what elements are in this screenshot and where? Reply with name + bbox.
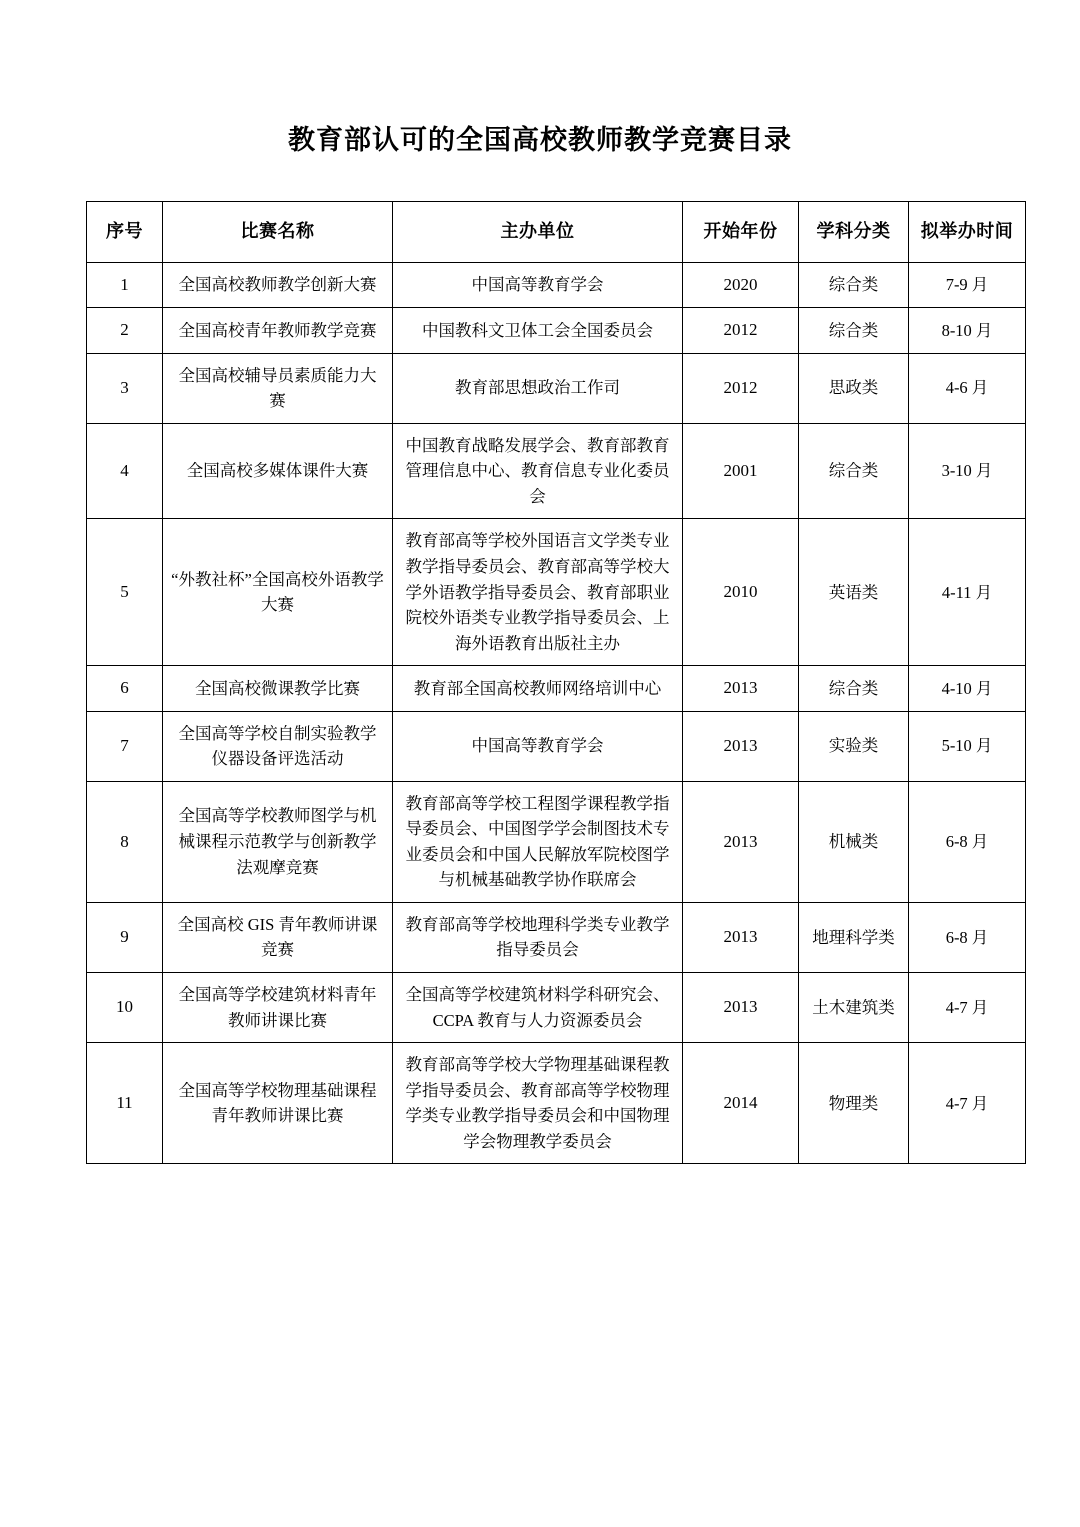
table-container	[86, 201, 1025, 1164]
cell-name: 全国高校辅导员素质能力大赛	[163, 353, 393, 423]
cell-time: 5-10 月	[909, 711, 1026, 781]
cell-org: 全国高等学校建筑材料学科研究会、CCPA 教育与人力资源委员会	[393, 973, 683, 1043]
cell-org: 中国高等教育学会	[393, 711, 683, 781]
column-header-org: 主办单位	[393, 202, 683, 263]
cell-year: 2001	[683, 423, 799, 519]
table-row	[87, 519, 1026, 666]
cell-org: 教育部思想政治工作司	[393, 353, 683, 423]
cell-year: 2013	[683, 711, 799, 781]
column-header-name: 比赛名称	[163, 202, 393, 263]
cell-no: 3	[87, 353, 163, 423]
table-header	[87, 202, 1026, 263]
cell-name: 全国高等学校教师图学与机械课程示范教学与创新教学法观摩竞赛	[163, 781, 393, 902]
cell-org: 中国高等教育学会	[393, 262, 683, 307]
cell-no: 7	[87, 711, 163, 781]
cell-org: 教育部高等学校大学物理基础课程教学指导委员会、教育部高等学校物理学类专业教学指导委员会和中国物理学会物理教学委员会	[393, 1043, 683, 1164]
cell-no: 1	[87, 262, 163, 307]
cell-year: 2013	[683, 781, 799, 902]
cell-year: 2020	[683, 262, 799, 307]
cell-no: 2	[87, 308, 163, 353]
cell-org: 中国教育战略发展学会、教育部教育管理信息中心、教育信息专业化委员会	[393, 423, 683, 519]
table-row	[87, 902, 1026, 972]
cell-org: 教育部全国高校教师网络培训中心	[393, 666, 683, 711]
cell-no: 4	[87, 423, 163, 519]
cell-year: 2013	[683, 973, 799, 1043]
cell-name: “外教社杯”全国高校外语教学大赛	[163, 519, 393, 666]
cell-no: 9	[87, 902, 163, 972]
cell-category: 英语类	[799, 519, 909, 666]
cell-org: 教育部高等学校外国语言文学类专业教学指导委员会、教育部高等学校大学外语教学指导委员会、教育部职业院校外语类专业教学指导委员会、上海外语教育出版社主办	[393, 519, 683, 666]
cell-name: 全国高等学校建筑材料青年教师讲课比赛	[163, 973, 393, 1043]
cell-time: 7-9 月	[909, 262, 1026, 307]
table-row	[87, 973, 1026, 1043]
table-row	[87, 262, 1026, 307]
cell-no: 5	[87, 519, 163, 666]
cell-category: 地理科学类	[799, 902, 909, 972]
table-row	[87, 353, 1026, 423]
cell-name: 全国高校 GIS 青年教师讲课竞赛	[163, 902, 393, 972]
cell-category: 综合类	[799, 423, 909, 519]
cell-year: 2014	[683, 1043, 799, 1164]
cell-time: 3-10 月	[909, 423, 1026, 519]
cell-no: 11	[87, 1043, 163, 1164]
column-header-no: 序号	[87, 202, 163, 263]
cell-time: 8-10 月	[909, 308, 1026, 353]
table-row	[87, 781, 1026, 902]
cell-year: 2013	[683, 666, 799, 711]
cell-category: 物理类	[799, 1043, 909, 1164]
cell-category: 机械类	[799, 781, 909, 902]
cell-year: 2010	[683, 519, 799, 666]
cell-time: 4-6 月	[909, 353, 1026, 423]
cell-time: 4-7 月	[909, 1043, 1026, 1164]
column-header-category: 学科分类	[799, 202, 909, 263]
cell-category: 综合类	[799, 308, 909, 353]
cell-year: 2012	[683, 308, 799, 353]
cell-no: 8	[87, 781, 163, 902]
table-row	[87, 423, 1026, 519]
cell-name: 全国高校多媒体课件大赛	[163, 423, 393, 519]
column-header-time: 拟举办时间	[909, 202, 1026, 263]
table-row	[87, 308, 1026, 353]
cell-category: 实验类	[799, 711, 909, 781]
cell-name: 全国高等学校物理基础课程青年教师讲课比赛	[163, 1043, 393, 1164]
cell-org: 教育部高等学校地理科学类专业教学指导委员会	[393, 902, 683, 972]
column-header-year: 开始年份	[683, 202, 799, 263]
cell-name: 全国高校教师教学创新大赛	[163, 262, 393, 307]
competition-catalog-table	[86, 201, 1026, 1164]
cell-org: 中国教科文卫体工会全国委员会	[393, 308, 683, 353]
cell-category: 综合类	[799, 262, 909, 307]
cell-time: 6-8 月	[909, 781, 1026, 902]
cell-no: 10	[87, 973, 163, 1043]
cell-category: 综合类	[799, 666, 909, 711]
table-header-row	[87, 202, 1026, 263]
table-body	[87, 262, 1026, 1164]
table-row	[87, 711, 1026, 781]
cell-category: 思政类	[799, 353, 909, 423]
table-row	[87, 1043, 1026, 1164]
cell-time: 4-11 月	[909, 519, 1026, 666]
cell-year: 2013	[683, 902, 799, 972]
cell-name: 全国高等学校自制实验教学仪器设备评选活动	[163, 711, 393, 781]
table-row	[87, 666, 1026, 711]
cell-no: 6	[87, 666, 163, 711]
page-title: 教育部认可的全国高校教师教学竞赛目录	[288, 125, 792, 155]
cell-time: 4-10 月	[909, 666, 1026, 711]
cell-time: 6-8 月	[909, 902, 1026, 972]
cell-name: 全国高校微课教学比赛	[163, 666, 393, 711]
cell-time: 4-7 月	[909, 973, 1026, 1043]
cell-category: 土木建筑类	[799, 973, 909, 1043]
cell-org: 教育部高等学校工程图学课程教学指导委员会、中国图学学会制图技术专业委员会和中国人民解放军院校图学与机械基础教学协作联席会	[393, 781, 683, 902]
cell-name: 全国高校青年教师教学竞赛	[163, 308, 393, 353]
cell-year: 2012	[683, 353, 799, 423]
